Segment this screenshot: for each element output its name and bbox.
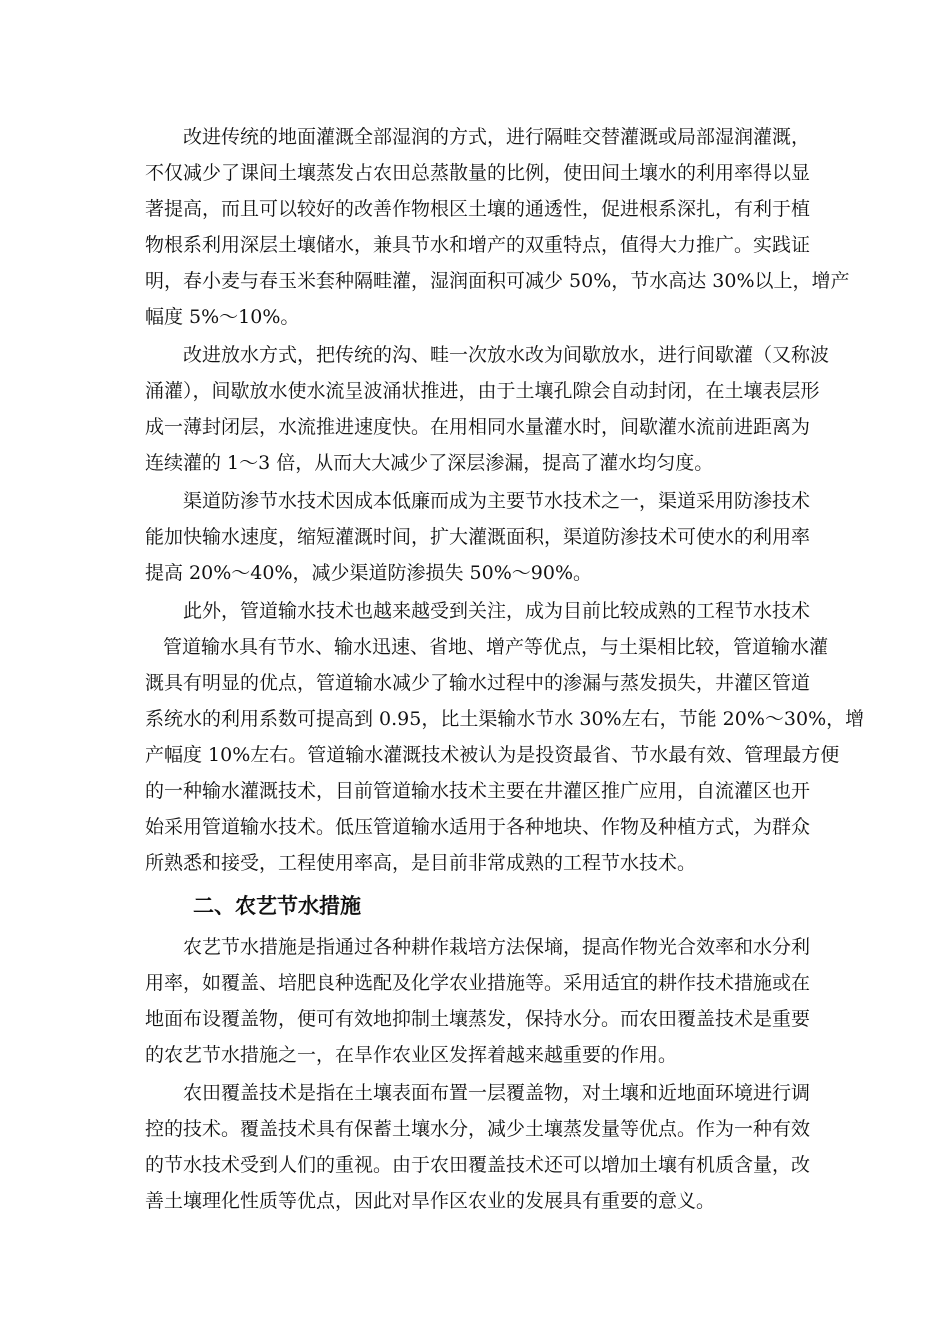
paragraph-4-line-1: 此外，管道输水技术也越来越受到关注，成为目前比较成熟的工程节水技术 (183, 600, 811, 622)
paragraph-1-line-4: 物根系利用深层土壤储水，兼具节水和增产的双重特点，值得大力推广。实践证 (145, 234, 811, 256)
section-heading: 二、农艺节水措施 (193, 894, 361, 918)
paragraph-1-line-5: 明，春小麦与春玉米套种隔畦灌，湿润面积可减少 50%，节水高达 30%以上，增产 (145, 270, 850, 292)
paragraph-6-line-2: 控的技术。覆盖技术具有保蓄土壤水分，减少土壤蒸发量等优点。作为一种有效 (145, 1118, 811, 1140)
paragraph-4-line-7: 始采用管道输水技术。低压管道输水适用于各种地块、作物及种植方式，为群众 (145, 816, 811, 838)
paragraph-5-line-2: 用率，如覆盖、培肥良种选配及化学农业措施等。采用适宜的耕作技术措施或在 (145, 972, 811, 994)
paragraph-4-line-8: 所熟悉和接受，工程使用率高，是目前非常成熟的工程节水技术。 (145, 852, 697, 874)
paragraph-3-line-3: 提高 20%～40%，减少渠道防渗损失 50%～90%。 (145, 562, 593, 584)
paragraph-2-line-4: 连续灌的 1～3 倍，从而大大减少了深层渗漏，提高了灌水均匀度。 (145, 452, 714, 474)
paragraph-6-line-1: 农田覆盖技术是指在土壤表面布置一层覆盖物，对土壤和近地面环境进行调 (183, 1082, 811, 1104)
paragraph-1-line-2: 不仅减少了课间土壤蒸发占农田总蒸散量的比例，使田间土壤水的利用率得以显 (145, 162, 811, 184)
paragraph-6-line-3: 的节水技术受到人们的重视。由于农田覆盖技术还可以增加土壤有机质含量，改 (145, 1154, 811, 1176)
paragraph-6-line-4: 善土壤理化性质等优点，因此对旱作区农业的发展具有重要的意义。 (145, 1190, 716, 1212)
paragraph-5-line-4: 的农艺节水措施之一，在旱作农业区发挥着越来越重要的作用。 (145, 1044, 678, 1066)
paragraph-5-line-3: 地面布设覆盖物，便可有效地抑制土壤蒸发，保持水分。而农田覆盖技术是重要 (145, 1008, 811, 1030)
paragraph-3-line-1: 渠道防渗节水技术因成本低廉而成为主要节水技术之一，渠道采用防渗技术 (183, 490, 811, 512)
paragraph-4-line-3: 溉具有明显的优点，管道输水减少了输水过程中的渗漏与蒸发损失，井灌区管道 (145, 672, 811, 694)
paragraph-4-line-5: 产幅度 10%左右。管道输水灌溉技术被认为是投资最省、节水最有效、管理最方便 (145, 744, 840, 766)
paragraph-5-line-1: 农艺节水措施是指通过各种耕作栽培方法保墒，提高作物光合效率和水分利 (183, 936, 811, 958)
paragraph-4-line-6: 的一种输水灌溉技术，目前管道输水技术主要在井灌区推广应用，自流灌区也开 (145, 780, 811, 802)
paragraph-2-line-1: 改进放水方式，把传统的沟、畦一次放水改为间歇放水，进行间歇灌（又称波 (183, 344, 830, 366)
paragraph-2-line-2: 涌灌），间歇放水使水流呈波涌状推进，由于土壤孔隙会自动封闭，在土壤表层形 (145, 380, 820, 402)
paragraph-4-line-4: 系统水的利用系数可提高到 0.95，比土渠输水节水 30%左右，节能 20%～30%，增 (145, 708, 865, 730)
paragraph-1-line-6: 幅度 5%～10%。 (145, 306, 300, 328)
paragraph-1-line-3: 著提高，而且可以较好的改善作物根区土壤的通透性，促进根系深扎，有利于植 (145, 198, 811, 220)
paragraph-3-line-2: 能加快输水速度，缩短灌溉时间，扩大灌溉面积，渠道防渗技术可使水的利用率 (145, 526, 811, 548)
paragraph-1-line-1: 改进传统的地面灌溉全部湿润的方式，进行隔畦交替灌溉或局部湿润灌溉， (183, 126, 811, 148)
paragraph-4-line-2: 管道输水具有节水、输水迅速、省地、增产等优点，与土渠相比较，管道输水灌 (163, 636, 829, 658)
paragraph-2-line-3: 成一薄封闭层，水流推进速度快。在用相同水量灌水时，间歇灌水流前进距离为 (145, 416, 811, 438)
